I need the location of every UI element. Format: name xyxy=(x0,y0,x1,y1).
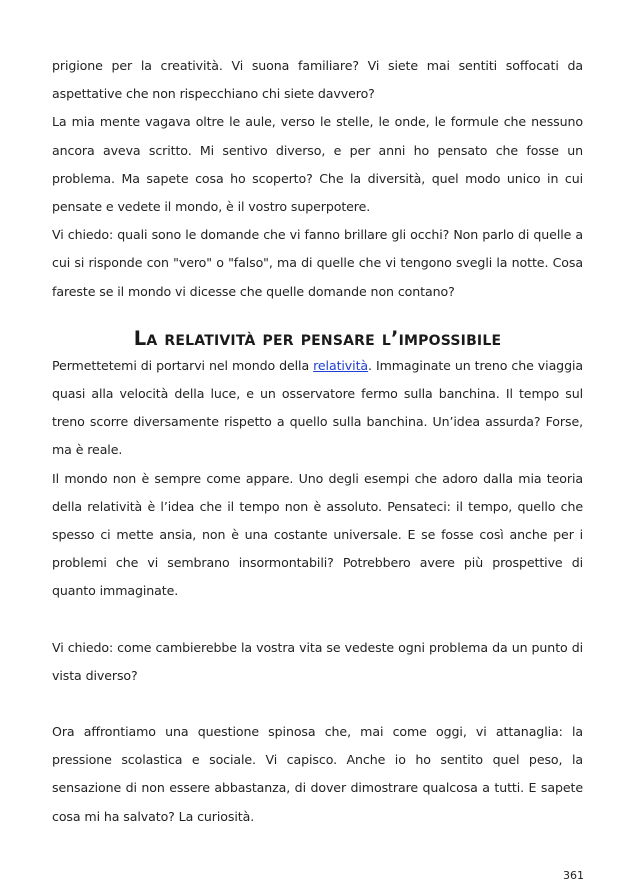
paragraph-spacer xyxy=(52,606,583,634)
intro-paragraph-2: La mia mente vagava oltre le aule, verso le stelle, le onde, le formule che nessuno ancora aveva scritto. Mi sentivo diverso, e per anni ho pensato che fosse un problema. Ma sapete cosa ho scoperto? Che la diversità, quel modo unico in cui pensate e vedete il mondo, è il vostro superpotere. xyxy=(52,114,583,215)
intro-paragraph-3: Vi chiedo: quali sono le domande che vi fanno brillare gli occhi? Non parlo di quelle a cui si risponde con "vero" o "falso", ma di quelle che vi tengono svegli la notte. Cosa fareste se il mondo vi dicesse che quelle domande non contano? xyxy=(52,227,583,299)
section-heading: La relatività per pensare l’impossibile xyxy=(133,326,502,350)
paragraph-text-before-link: Permettetemi di portarvi nel mondo della xyxy=(52,357,314,373)
paragraph-spacer xyxy=(52,690,583,718)
section-paragraph-3: Vi chiedo: come cambierebbe la vostra vita se vedeste ogni problema da un punto di vista diverso? xyxy=(52,639,583,683)
page-content xyxy=(52,52,583,831)
page-number: 361 xyxy=(563,869,584,882)
section-paragraph-2: Il mondo non è sempre come appare. Uno degli esempi che adoro dalla mia teoria della relatività è l’idea che il tempo non è assoluto. Pensateci: il tempo, quello che spesso ci mette ansia, non è una costante universale. E se fosse così anche per i problemi che vi sembrano insormontabili? Potrebbero avere più prospettive di quanto immaginate. xyxy=(52,470,583,599)
section-paragraph-4: Ora affrontiamo una questione spinosa che, mai come oggi, vi attanaglia: la pressione scolastica e sociale. Vi capisco. Anche io ho sentito quel peso, la sensazione di non essere abbastanza, di dover dimostrare qualcosa a tutti. E sapete cosa mi ha salvato? La curiosità. xyxy=(52,724,583,824)
section-paragraph-1 xyxy=(52,352,583,465)
intro-paragraph-1: prigione per la creatività. Vi suona familiare? Vi siete mai sentiti soffocati da aspettative che non rispecchiano chi siete davvero? xyxy=(52,58,583,102)
relativita-link[interactable]: relatività xyxy=(313,357,369,373)
paragraph-text-after-link: . Immaginate un treno che viaggia quasi alla velocità della luce, e un osservatore fermo sulla banchina. Il tempo sul treno scorre diversamente rispetto a quello sulla banchina. Un’idea assurda? Forse, ma è reale. xyxy=(52,357,583,458)
